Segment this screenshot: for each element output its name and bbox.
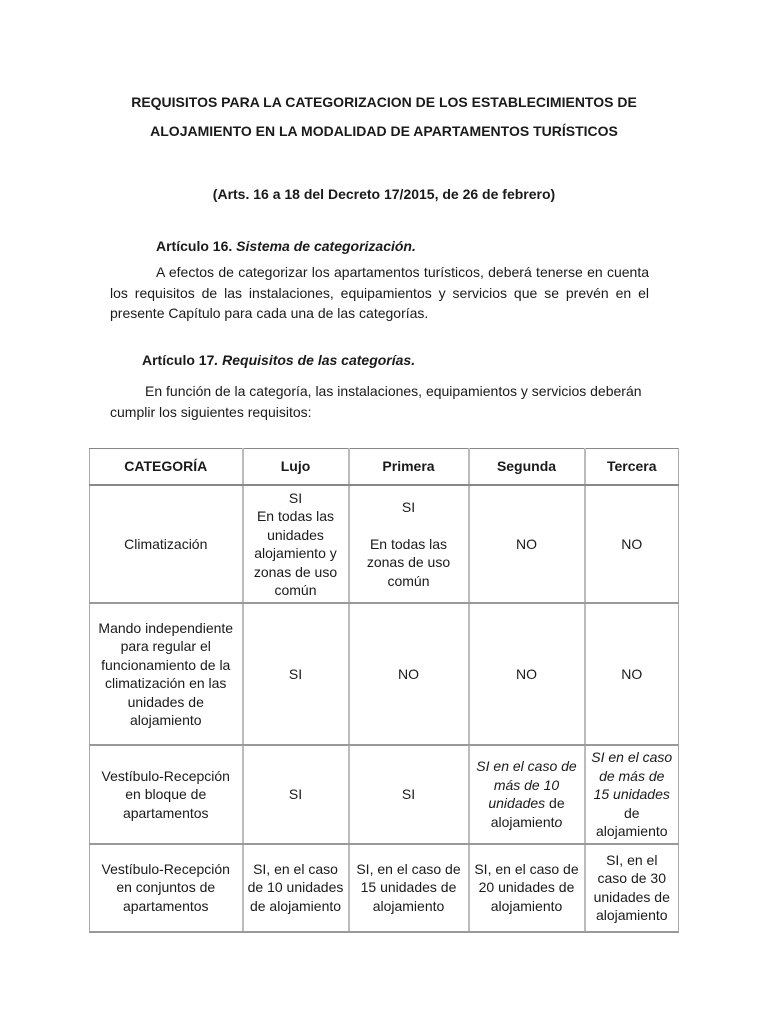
cell-tercera-normal: de alojamiento	[595, 804, 668, 839]
header-segunda: Segunda	[469, 449, 585, 486]
cell-segunda-normal: de alojamient	[490, 795, 565, 830]
cell-lujo: SI, en el caso de 10 unidades de alojamiento	[243, 844, 349, 932]
cell-category: Vestíbulo-Recepción en bloque de apartamentos	[90, 745, 243, 844]
table-row	[90, 844, 679, 932]
article-16-heading	[156, 238, 416, 254]
document-subtitle: (Arts. 16 a 18 del Decreto 17/2015, de 26 de febrero)	[212, 186, 556, 202]
cell-segunda-italic: SI en el caso de más de 10 unidades	[476, 758, 577, 812]
cell-category: Mando independiente para regular el funcionamiento de la climatización en las unidades de alojamiento	[90, 603, 243, 745]
header-primera: Primera	[349, 449, 469, 486]
cell-lujo-line1: SI	[288, 489, 303, 506]
cell-segunda-italic-end: o	[554, 813, 563, 830]
cell-primera: SI	[349, 745, 469, 844]
article-17-heading	[142, 352, 415, 368]
cell-lujo: SI	[243, 745, 349, 844]
article-16-text	[110, 262, 649, 324]
cell-tercera: SI, en el caso de 30 unidades de alojamiento	[585, 844, 679, 932]
cell-segunda: NO	[469, 485, 585, 603]
requirements-table	[89, 448, 679, 933]
cell-segunda: NO	[469, 603, 585, 745]
cell-tercera: NO	[585, 603, 679, 745]
cell-tercera: NO	[585, 485, 679, 603]
table-row	[90, 603, 679, 745]
document-title-line-2: ALOJAMIENTO EN LA MODALIDAD DE APARTAMENTOS TURÍSTICOS	[150, 123, 618, 139]
cell-lujo	[243, 485, 349, 603]
header-lujo: Lujo	[243, 449, 349, 486]
article-16-title: Sistema de categorización.	[236, 238, 416, 254]
cell-primera	[349, 485, 469, 603]
cell-primera-line2: En todas las zonas de uso común	[366, 535, 451, 589]
article-16-label: Artículo 16.	[156, 238, 233, 254]
article-17-label: Artículo 17	[142, 352, 215, 368]
cell-category: Vestíbulo-Recepción en conjuntos de apartamentos	[90, 844, 243, 932]
article-16-body: A efectos de categorizar los apartamentos turísticos, deberá tenerse en cuenta los requisitos de las instalaciones, equipamientos y servicios que se prevén en el presente Capítulo para cada una de las categorías.	[110, 264, 649, 321]
cell-tercera-italic: SI en el caso de más de 15 unidades	[591, 749, 673, 802]
article-17-title: . Requisitos de las categorías.	[214, 352, 416, 368]
cell-segunda	[469, 745, 585, 844]
cell-lujo: SI	[243, 603, 349, 745]
document-title-line-1: REQUISITOS PARA LA CATEGORIZACION DE LOS ESTABLECIMIENTOS DE	[131, 94, 637, 110]
table-row	[90, 485, 679, 603]
cell-primera-line1: SI	[401, 499, 416, 515]
cell-primera: NO	[349, 603, 469, 745]
cell-tercera	[585, 745, 679, 844]
cell-category: Climatización	[90, 485, 243, 603]
cell-lujo-line2: En todas las unidades alojamiento y zonas de uso común	[253, 508, 338, 598]
cell-primera: SI, en el caso de 15 unidades de alojamiento	[349, 844, 469, 932]
article-17-text	[110, 381, 655, 422]
table-row	[90, 745, 679, 844]
header-categoria: CATEGORÍA	[90, 449, 243, 486]
header-tercera: Tercera	[585, 449, 679, 486]
article-17-body: En función de la categoría, las instalaciones, equipamientos y servicios deberán cumplir los siguientes requisitos:	[110, 383, 642, 420]
cell-segunda: SI, en el caso de 20 unidades de alojamiento	[469, 844, 585, 932]
table-header-row	[90, 449, 679, 486]
